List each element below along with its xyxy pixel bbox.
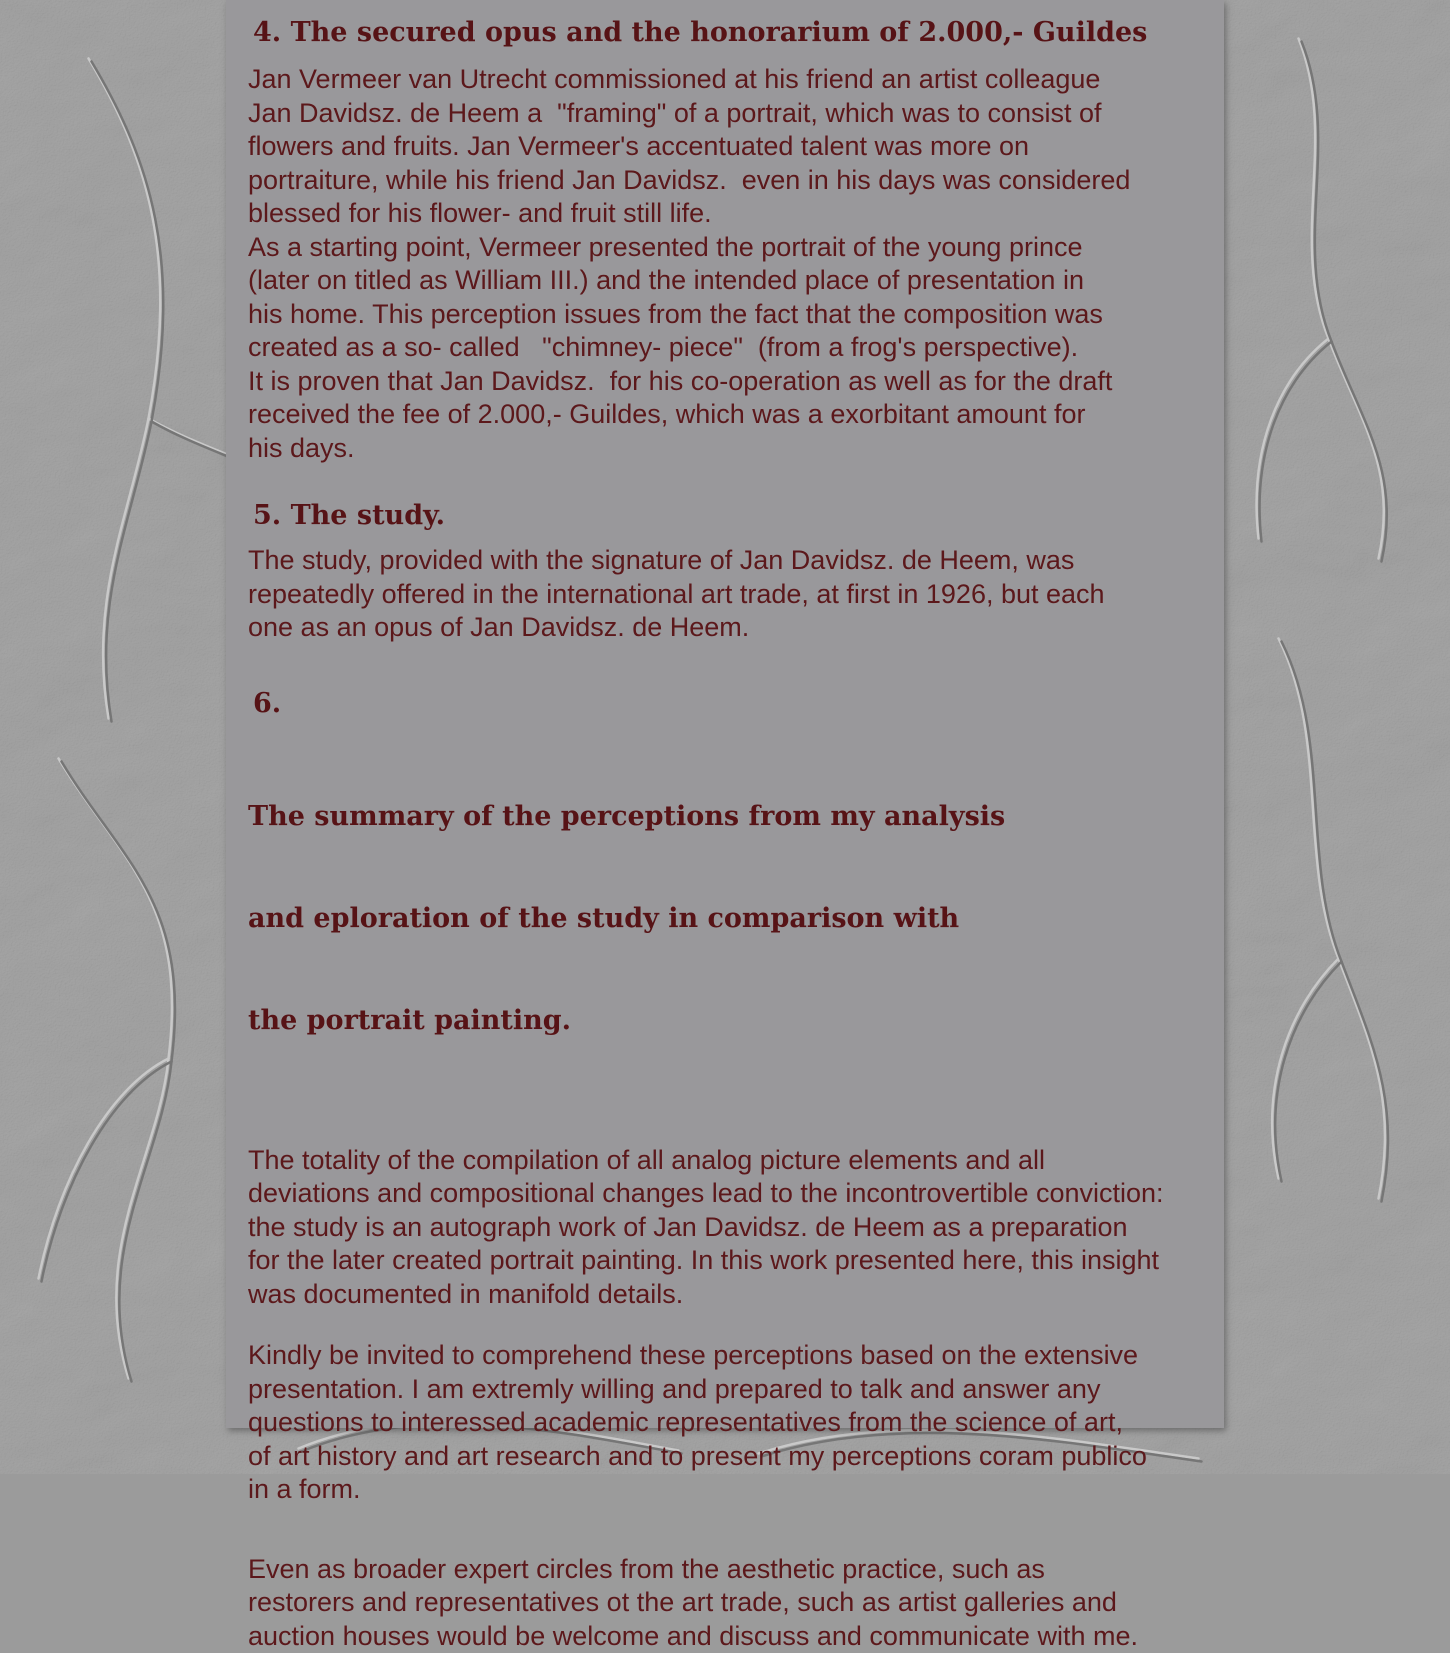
- section-6-paragraph-1: [248, 1144, 1224, 1312]
- section-6-paragraph-2: [248, 1339, 1224, 1507]
- text-line: was documented in manifold details.: [248, 1278, 1224, 1312]
- section-5-paragraph: [248, 544, 1224, 645]
- text-line: Jan Vermeer van Utrecht commissioned at his friend an artist colleague: [248, 63, 1224, 97]
- section-5-heading: 5. The study.: [253, 499, 1224, 532]
- text-line: one as an opus of Jan Davidsz. de Heem.: [248, 611, 1224, 645]
- text-line: in a form.: [248, 1473, 1224, 1507]
- text-line: deviations and compositional changes lead to the incontrovertible conviction:: [248, 1177, 1224, 1211]
- text-line: Even as broader expert circles from the aesthetic practice, such as: [248, 1553, 1224, 1587]
- section-6-number: 6.: [253, 687, 1224, 720]
- heading-line: the portrait painting.: [248, 1004, 1224, 1038]
- text-line: flowers and fruits. Jan Vermeer's accentuated talent was more on: [248, 130, 1224, 164]
- text-line: for the later created portrait painting. In this work presented here, this insight: [248, 1244, 1224, 1278]
- text-line: the study is an autograph work of Jan Davidsz. de Heem as a preparation: [248, 1211, 1224, 1245]
- heading-line: and eploration of the study in comparison with: [248, 902, 1224, 936]
- text-line: As a starting point, Vermeer presented the portrait of the young prince: [248, 231, 1224, 265]
- content-panel: [226, 0, 1224, 1428]
- text-line: created as a so- called "chimney- piece" (from a frog's perspective).: [248, 331, 1224, 365]
- text-line: portraiture, while his friend Jan Davidsz. even in his days was considered: [248, 164, 1224, 198]
- text-line: The study, provided with the signature of Jan Davidsz. de Heem, was: [248, 544, 1224, 578]
- text-line: of art history and art research and to present my perceptions coram publico: [248, 1440, 1224, 1474]
- text-line: The totality of the compilation of all analog picture elements and all: [248, 1144, 1224, 1178]
- heading-line: The summary of the perceptions from my analysis: [248, 800, 1224, 834]
- text-line: blessed for his flower- and fruit still life.: [248, 197, 1224, 231]
- section-4-heading: 4. The secured opus and the honorarium of 2.000,- Guildes: [253, 16, 1224, 49]
- section-6-heading: [248, 732, 1224, 1106]
- text-line: (later on titled as William III.) and the intended place of presentation in: [248, 264, 1224, 298]
- text-line: received the fee of 2.000,- Guildes, which was a exorbitant amount for: [248, 398, 1224, 432]
- text-line: his home. This perception issues from the fact that the composition was: [248, 298, 1224, 332]
- text-line: repeatedly offered in the international art trade, at first in 1926, but each: [248, 578, 1224, 612]
- text-line: his days.: [248, 432, 1224, 466]
- section-6-paragraph-3: [248, 1553, 1224, 1653]
- text-line: restorers and representatives ot the art trade, such as artist galleries and: [248, 1586, 1224, 1620]
- text-line: questions to interessed academic representatives from the science of art,: [248, 1406, 1224, 1440]
- text-line: Kindly be invited to comprehend these perceptions based on the extensive: [248, 1339, 1224, 1373]
- text-line: Jan Davidsz. de Heem a "framing" of a portrait, which was to consist of: [248, 97, 1224, 131]
- text-line: It is proven that Jan Davidsz. for his co-operation as well as for the draft: [248, 365, 1224, 399]
- section-4-paragraph: [248, 63, 1224, 465]
- text-line: auction houses would be welcome and discuss and communicate with me.: [248, 1620, 1224, 1653]
- text-line: presentation. I am extremly willing and prepared to talk and answer any: [248, 1373, 1224, 1407]
